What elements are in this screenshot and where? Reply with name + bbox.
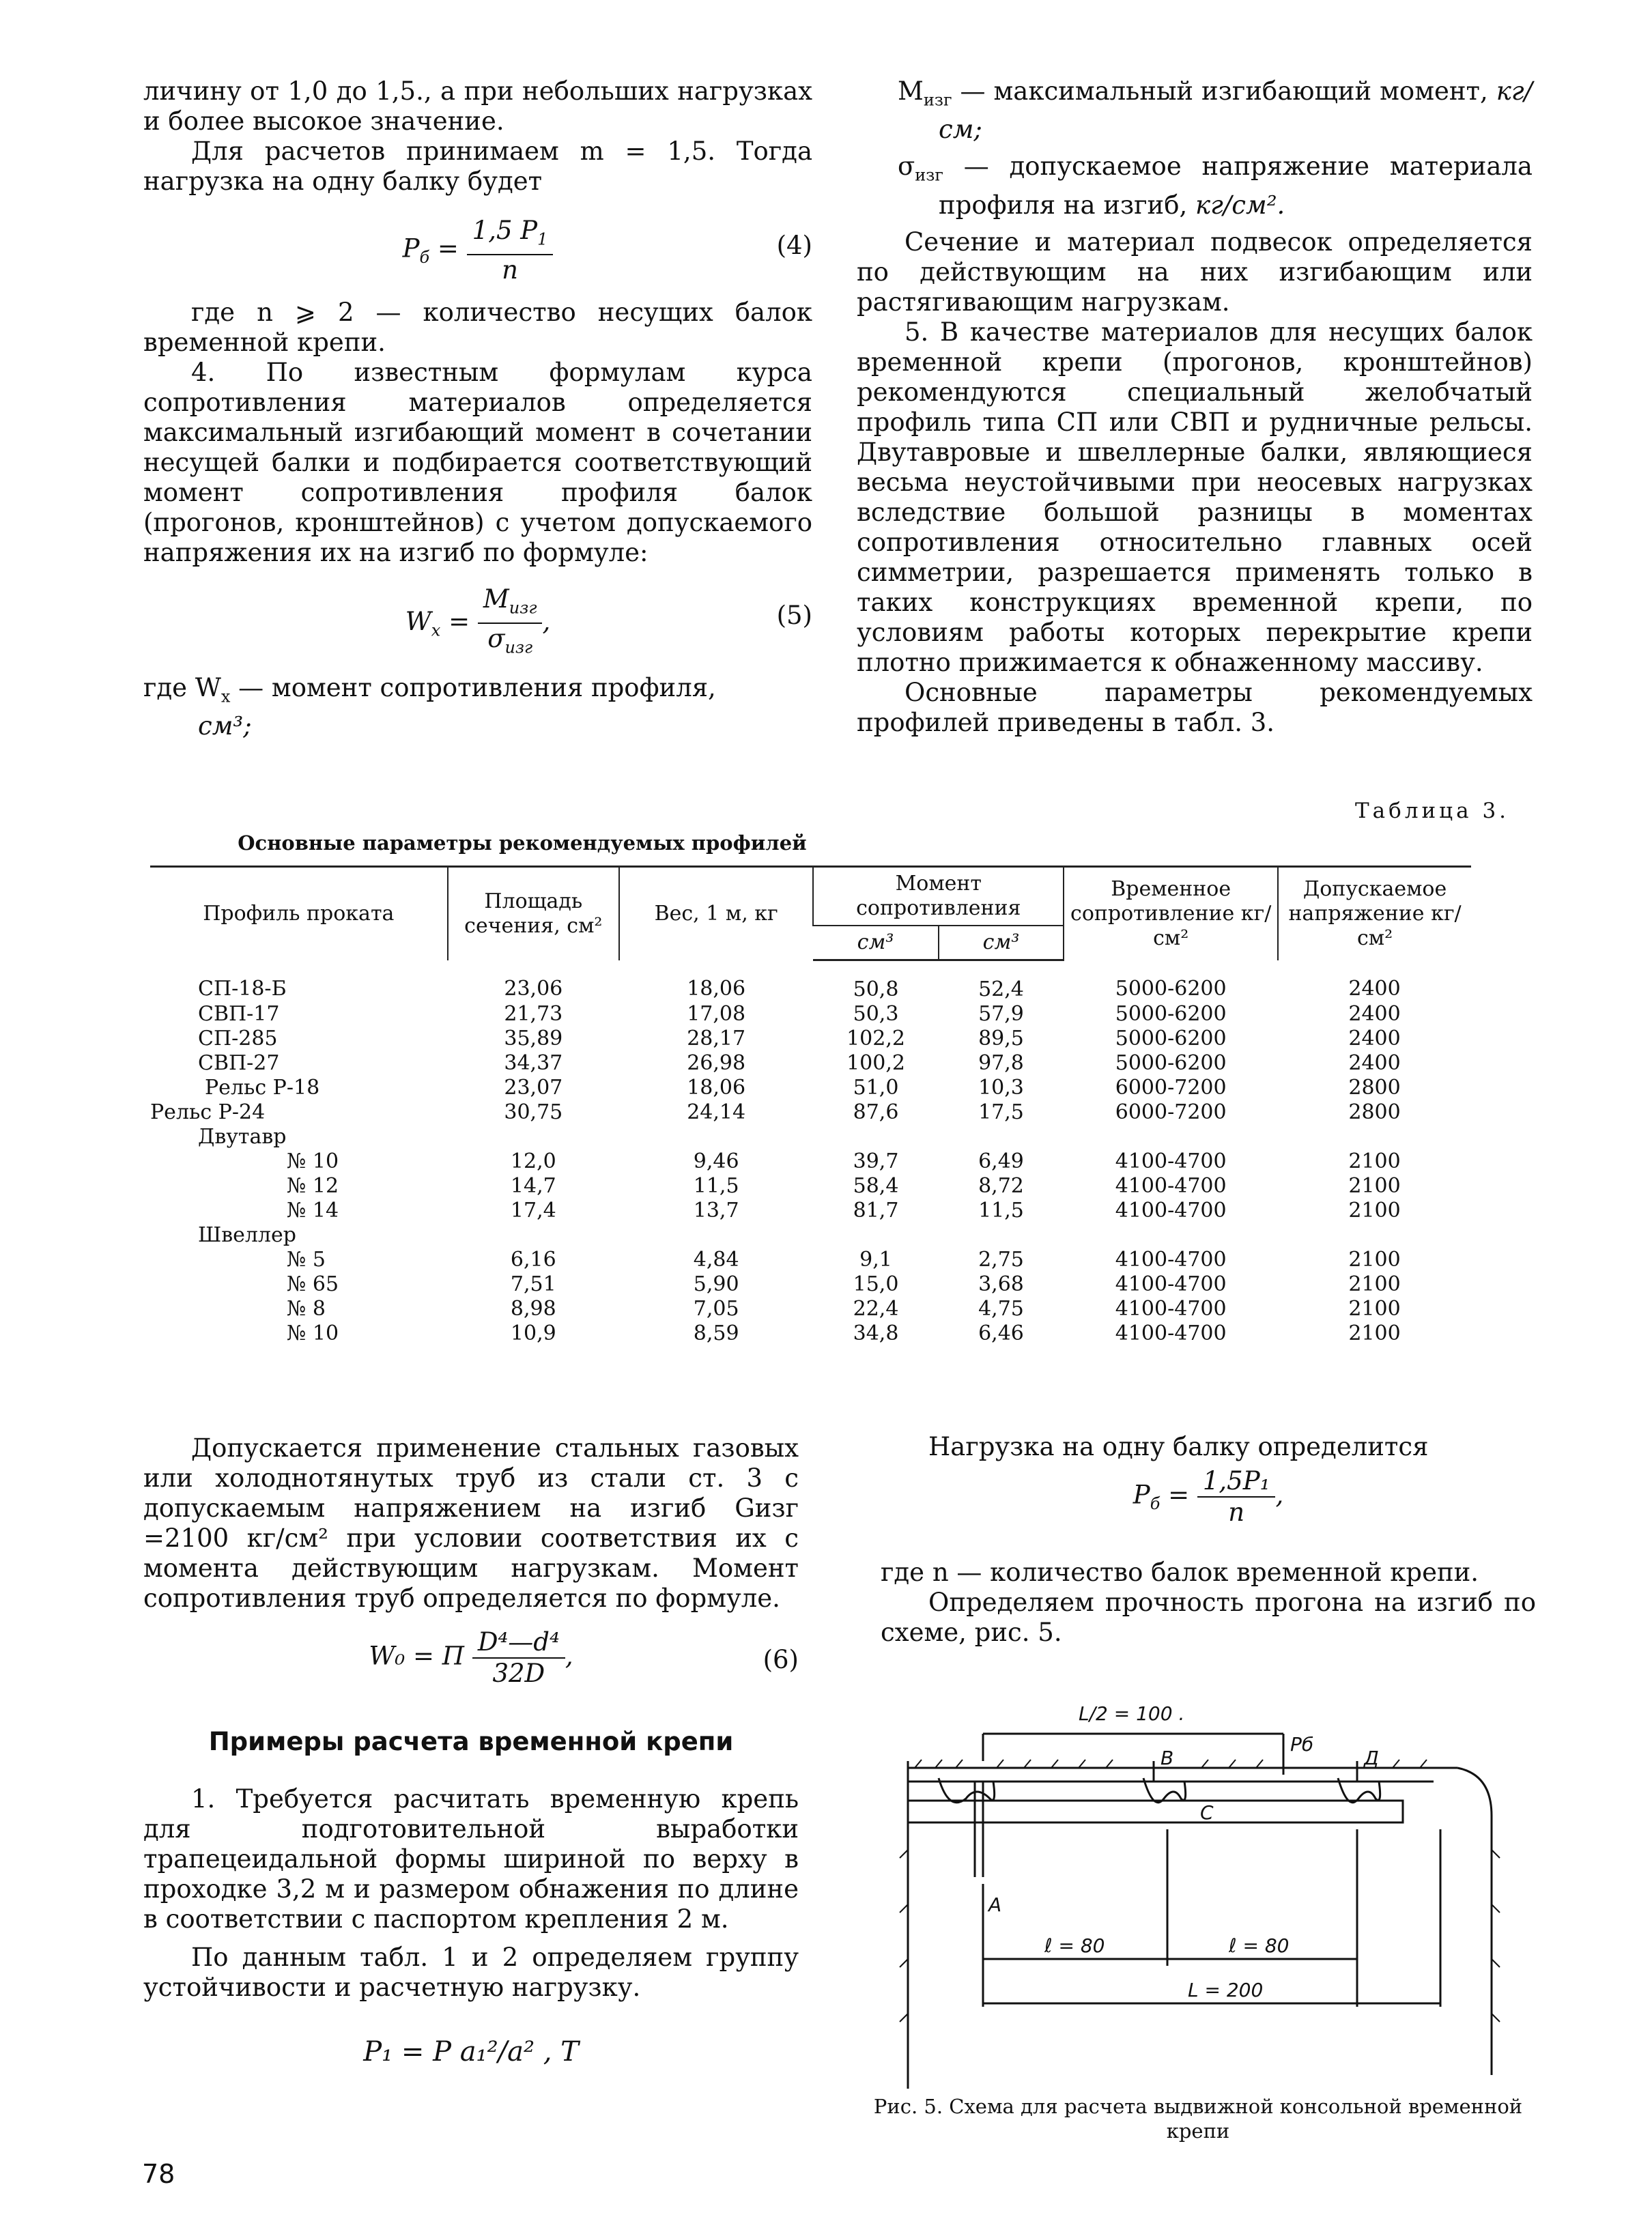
wall-hatch: [1492, 2014, 1500, 2022]
hatch: [1393, 1760, 1399, 1768]
cell-allowed: 2400: [1348, 1051, 1401, 1075]
cell-strength: 4100-4700: [1115, 1321, 1227, 1345]
col-header-m2: см³: [939, 926, 1064, 960]
cell-m1: 81,7: [853, 1199, 899, 1222]
paragraph: Для расчетов принимаем m = 1,5. Тогда нагрузка на одну балку будет: [143, 137, 812, 196]
cell-m2: 52,4: [978, 977, 1024, 1001]
hatch: [1079, 1760, 1085, 1768]
cell-m2: 10,3: [978, 1076, 1024, 1100]
right-wall: [1457, 1768, 1492, 2075]
cell-strength: 5000-6200: [1115, 1027, 1227, 1050]
cell-allowed: [1278, 1223, 1471, 1248]
paragraph: 4. По известным формулам курса сопротивления материалов определяется максимальный изгибающий момент в сочетании несущей балки и подбирается соответствующий момент сопротивления профиля балок (прогонов, кронштейнов) с учетом допускаемого напряжения их на изгиб по формуле:: [143, 358, 812, 567]
cell-m1: 50,3: [853, 1002, 899, 1026]
cell-m1: [813, 1223, 938, 1248]
formula-num: 1,5 P: [472, 216, 538, 245]
cell-m2: 2,75: [978, 1248, 1024, 1272]
paragraph: 1. Требуется расчитать временную крепь для подготовительной выработки трапецеидальной формы шириной по верху в проходке 3,2 м и размером обнажения по длине в соответствии с паспортом крепления 2 м.: [143, 1784, 799, 1934]
formula-5: $W_x$ = $\frac{M_{изг}}{\sigma_{изг}}$ , (5): [143, 580, 812, 669]
cell-allowed: 2100: [1348, 1321, 1401, 1345]
cell-name: Швеллер: [198, 1223, 296, 1247]
profiles-table: [150, 866, 1471, 1346]
cell-strength: 4100-4700: [1115, 1248, 1227, 1272]
col-header-weight: Вес, 1 м, кг: [619, 867, 813, 960]
cell-name: № 65: [287, 1272, 339, 1296]
cell-m2: 57,9: [978, 1002, 1024, 1026]
cell-weight: [619, 1125, 813, 1149]
cell-strength: 6000-7200: [1115, 1100, 1227, 1124]
definition-m: [898, 76, 1533, 145]
cell-allowed: 2100: [1348, 1174, 1401, 1198]
cell-area: 35,89: [504, 1027, 563, 1050]
cell-weight: 11,5: [693, 1174, 739, 1198]
cell-m2: 6,49: [978, 1149, 1024, 1173]
right-column-bottom: [881, 1432, 1536, 1648]
label-half-length: L/2 = 100 .: [1079, 1702, 1185, 1725]
cell-area: 10,9: [510, 1321, 556, 1345]
formula-den: 32D: [492, 1659, 545, 1688]
table-row: [150, 1297, 1471, 1321]
cell-m2: [939, 1223, 1064, 1248]
table-row: [150, 1248, 1471, 1272]
hatch: [915, 1760, 922, 1768]
cell-allowed: [1278, 1125, 1471, 1149]
cell-m1: 58,4: [853, 1174, 899, 1198]
definition-text: — допускаемое напряжение материала профиля на изгиб,: [939, 152, 1533, 220]
label-d: Д: [1364, 1747, 1379, 1769]
cell-area: 34,37: [504, 1051, 563, 1075]
formula-number: (4): [776, 231, 812, 260]
hatch: [1106, 1760, 1113, 1768]
table-row: [150, 1027, 1471, 1051]
formula-lhs-sub: б: [419, 248, 430, 268]
symbol: M: [898, 76, 924, 106]
cell-m2: 8,72: [978, 1174, 1024, 1198]
paragraph: По данным табл. 1 и 2 определяем группу устойчивости и расчетную нагрузку.: [143, 1943, 799, 2002]
formula-fraction: [472, 1627, 565, 1689]
formula-lhs: P: [402, 233, 420, 263]
cell-name: Рельс Р-18: [205, 1076, 320, 1100]
paragraph: Определяем прочность прогона на изгиб по схеме, рис. 5.: [881, 1588, 1536, 1647]
paragraph: личину от 1,0 до 1,5., а при небольших нагрузках и более высокое значение.: [143, 76, 812, 136]
cell-weight: 24,14: [687, 1100, 746, 1124]
cell-area: [448, 1125, 619, 1149]
table-row: [150, 1199, 1471, 1223]
paragraph: Нагрузка на одну балку определится: [928, 1432, 1429, 1461]
cell-strength: [1064, 1125, 1278, 1149]
definition-sigma: [898, 152, 1533, 220]
cell-strength: 4100-4700: [1115, 1272, 1227, 1296]
formula-7: P₁ = P a₁²/a² , T: [363, 2036, 579, 2068]
right-column-top: [857, 76, 1533, 738]
text: — момент сопротивления профиля,: [230, 673, 716, 702]
formula-num: D⁴—d⁴: [472, 1627, 565, 1659]
cell-m1: 102,2: [846, 1027, 905, 1050]
symbol-sub: изг: [923, 90, 952, 110]
formula-number: (6): [763, 1645, 799, 1674]
hatch: [935, 1760, 942, 1768]
page-number: 78: [142, 2159, 175, 2189]
cell-name: Рельс Р-24: [150, 1100, 266, 1124]
definition-text: — максимальный изгибающий момент,: [952, 76, 1496, 106]
cell-weight: [619, 1223, 813, 1248]
cell-area: 7,51: [510, 1272, 556, 1296]
col-header-profile: Профиль проката: [150, 867, 448, 960]
cell-allowed: 2400: [1348, 1027, 1401, 1050]
section-heading: Примеры расчета временной крепи: [208, 1727, 734, 1756]
cell-weight: 5,90: [693, 1272, 739, 1296]
cell-m1: 50,8: [853, 977, 899, 1001]
formula-num: 1,5P₁: [1197, 1466, 1276, 1498]
cell-name: № 5: [287, 1248, 326, 1272]
cell-m1: [813, 1125, 938, 1149]
cell-name: СВП-27: [198, 1051, 280, 1075]
cell-m2: 89,5: [978, 1027, 1024, 1050]
left-column-bottom: [143, 1433, 799, 2067]
cell-area: 21,73: [504, 1002, 563, 1026]
table-row: [150, 1174, 1471, 1199]
table-row: [150, 1051, 1471, 1076]
paragraph: Допускается применение стальных газовых или холоднотянутых труб из стали ст. 3 с допускаемым напряжением на изгиб Gизг =2100 кг/см² при условии соответствия их с момента действующим нагрузкам. Момент сопротивления труб определяется по формуле.: [143, 1433, 799, 1613]
cell-area: 8,98: [510, 1297, 556, 1321]
cell-strength: 5000-6200: [1115, 1002, 1227, 1026]
cell-m2: 3,68: [978, 1272, 1024, 1296]
cell-area: 12,0: [510, 1149, 556, 1173]
label-c: C: [1200, 1801, 1214, 1824]
cell-allowed: 2400: [1348, 977, 1401, 1001]
cell-weight: 9,46: [693, 1149, 739, 1173]
cell-strength: [1064, 1223, 1278, 1248]
cell-name: СВП-17: [198, 1002, 280, 1026]
cell-allowed: 2400: [1348, 1002, 1401, 1026]
cell-area: 30,75: [504, 1100, 563, 1124]
cell-area: 23,07: [504, 1076, 563, 1100]
cell-name: № 8: [287, 1297, 326, 1321]
label-a: A: [988, 1893, 1002, 1916]
cell-allowed: 2800: [1348, 1076, 1401, 1100]
formula-num-sub: изг: [509, 598, 537, 618]
table-row: [150, 1100, 1471, 1125]
col-header-allowed: Допускаемое напряжение кг/см²: [1278, 867, 1471, 960]
wall-hatch: [1492, 1904, 1500, 1913]
cell-name: № 12: [287, 1174, 339, 1198]
formula-den: σ: [487, 624, 505, 654]
table-row: [150, 1076, 1471, 1100]
paragraph: Основные параметры рекомендуемых профилей приведены в табл. 3.: [857, 677, 1533, 737]
cell-name: СП-285: [198, 1027, 278, 1050]
cell-m2: [939, 1125, 1064, 1149]
text-sub: x: [220, 687, 231, 706]
formula-num-sub: 1: [537, 229, 548, 249]
col-header-m1: см³: [813, 926, 938, 960]
formula-fraction: [467, 216, 554, 285]
cell-weight: 4,84: [693, 1248, 739, 1272]
cell-strength: 4100-4700: [1115, 1174, 1227, 1198]
col-header-strength: Временное сопротивление кг/см²: [1064, 867, 1278, 960]
cell-m1: 100,2: [846, 1051, 905, 1075]
cell-weight: 13,7: [693, 1199, 739, 1222]
cell-area: [448, 1223, 619, 1248]
formula-den: n: [1228, 1498, 1245, 1527]
cell-name: № 10: [287, 1149, 339, 1173]
hatch: [1024, 1760, 1031, 1768]
symbol-sub: изг: [915, 165, 943, 185]
cell-weight: 8,59: [693, 1321, 739, 1345]
hatch: [1420, 1760, 1427, 1768]
cell-weight: 17,08: [687, 1002, 746, 1026]
cell-m1: 22,4: [853, 1297, 899, 1321]
text-unit: см³;: [198, 711, 252, 741]
paragraph: где n — количество балок временной крепи.: [881, 1558, 1479, 1587]
cell-m2: 97,8: [978, 1051, 1024, 1075]
wall-hatch: [900, 1959, 908, 1967]
hatch: [1256, 1760, 1263, 1768]
wall-hatch: [1492, 1850, 1500, 1858]
symbol: σ: [898, 152, 915, 182]
left-column-top: [143, 76, 812, 741]
cell-strength: 5000-6200: [1115, 977, 1227, 1001]
table-row: [150, 1223, 1471, 1248]
cell-weight: 28,17: [687, 1027, 746, 1050]
cell-name: Двутавр: [198, 1125, 287, 1149]
cell-m1: 9,1: [859, 1248, 892, 1272]
cell-strength: 4100-4700: [1115, 1199, 1227, 1222]
formula-lhs-sub: x: [431, 620, 441, 640]
definition-unit: кг/см;: [939, 76, 1533, 145]
table-caption: Таблица 3.: [1355, 799, 1510, 823]
cell-m1: 39,7: [853, 1149, 899, 1173]
col-header-area: Площадь сечения, см²: [448, 867, 619, 960]
paragraph: Сечение и материал подвесок определяется по действующим на них изгибающим или растягивающим нагрузкам.: [857, 227, 1533, 317]
cell-allowed: 2100: [1348, 1272, 1401, 1296]
cell-area: 6,16: [510, 1248, 556, 1272]
formula-fraction: [478, 584, 543, 663]
hatch: [997, 1760, 1003, 1768]
cell-weight: 7,05: [693, 1297, 739, 1321]
cell-weight: 26,98: [687, 1051, 746, 1075]
formula-num: M: [483, 584, 509, 614]
hatch: [1201, 1760, 1208, 1768]
formula-6: W₀ = П $\frac{\text{D⁴—d⁴}}{32D}$ , (6): [369, 1627, 799, 1688]
table-row: [150, 1321, 1471, 1346]
table-row: [150, 1272, 1471, 1297]
formula-lhs: P: [1133, 1480, 1150, 1510]
cell-name: СП-18-Б: [198, 977, 287, 1001]
cell-m1: 51,0: [853, 1076, 899, 1100]
formula-number: (5): [776, 601, 812, 630]
wall-hatch: [900, 2014, 908, 2022]
wall-hatch: [900, 1904, 908, 1913]
cell-name: № 10: [287, 1321, 339, 1345]
paragraph: 5. В качестве материалов для несущих балок временной крепи (прогонов, кронштейнов) рекомендуются специальный желобчатый профиль типа СП или СВП и рудничные рельсы. Двутавровые и швеллерные балки, являющиеся весьма неустойчивыми при неосевых нагрузках вследствие большой разницы в моментах сопротивления относительно главных осей симметрии, разрешается применять только в таких конструкциях временной крепи, по условиям работы которых перекрытие крепи плотно прижимается к обнаженному массиву.: [857, 317, 1533, 677]
formula-fraction: [1197, 1466, 1276, 1528]
cell-allowed: 2100: [1348, 1297, 1401, 1321]
paragraph: где n ⩾ 2 — количество несущих балок временной крепи.: [143, 298, 812, 357]
formula-den: n: [502, 255, 518, 285]
text: где W: [143, 673, 221, 702]
label-b: B: [1160, 1747, 1174, 1769]
hatch: [1229, 1760, 1236, 1768]
cell-m1: 34,8: [853, 1321, 899, 1345]
hatch: [1051, 1760, 1058, 1768]
cell-strength: 4100-4700: [1115, 1149, 1227, 1173]
figure-5-diagram: [874, 1679, 1522, 2089]
cell-name: № 14: [287, 1199, 339, 1222]
label-pb: Pб: [1290, 1733, 1314, 1756]
formula-4: $P_б$ = $\frac{1,5 P_1}{n}$ (4): [402, 216, 812, 285]
wall-hatch: [1492, 1959, 1500, 1967]
cell-allowed: 2100: [1348, 1248, 1401, 1272]
table-body: [150, 960, 1471, 1347]
label-l1: ℓ = 80: [1044, 1934, 1105, 1957]
cell-m2: 4,75: [978, 1297, 1024, 1321]
cell-strength: 5000-6200: [1115, 1051, 1227, 1075]
definition-unit: кг/см².: [1195, 190, 1285, 220]
cell-area: 23,06: [504, 977, 563, 1001]
table-row: [150, 960, 1471, 1003]
formula-lhs: W₀ = П: [369, 1641, 465, 1671]
cell-m2: 11,5: [978, 1199, 1024, 1222]
table-row: [150, 1002, 1471, 1027]
cell-area: 14,7: [510, 1174, 556, 1198]
wall-hatch: [900, 1850, 908, 1858]
cell-m2: 6,46: [978, 1321, 1024, 1345]
table-row: [150, 1125, 1471, 1149]
cell-area: 17,4: [510, 1199, 556, 1222]
formula-load: $P_б$ = $\frac{\text{1,5P₁}}{n}$ ,: [1133, 1466, 1284, 1527]
paragraph: [143, 673, 812, 741]
cell-weight: 18,06: [687, 1076, 746, 1100]
label-total: L = 200: [1188, 1979, 1264, 2001]
cell-m1: 15,0: [853, 1272, 899, 1296]
formula-lhs-sub: б: [1150, 1493, 1160, 1513]
figure-caption: Рис. 5. Схема для расчета выдвижной консольной временной крепи: [873, 2095, 1523, 2143]
cell-strength: 4100-4700: [1115, 1297, 1227, 1321]
col-header-moment: Момент сопротивления: [813, 867, 1064, 926]
cell-weight: 18,06: [687, 977, 746, 1001]
label-l2: ℓ = 80: [1229, 1934, 1290, 1957]
cell-allowed: 2100: [1348, 1199, 1401, 1222]
cell-allowed: 2800: [1348, 1100, 1401, 1124]
table-title: Основные параметры рекомендуемых профилей: [238, 831, 807, 855]
cell-m1: 87,6: [853, 1100, 899, 1124]
cell-strength: 6000-7200: [1115, 1076, 1227, 1100]
table-row: [150, 1149, 1471, 1174]
formula-lhs: W: [405, 606, 431, 636]
cell-m2: 17,5: [978, 1100, 1024, 1124]
cell-allowed: 2100: [1348, 1149, 1401, 1173]
formula-den-sub: изг: [504, 638, 533, 657]
hatch: [956, 1760, 963, 1768]
